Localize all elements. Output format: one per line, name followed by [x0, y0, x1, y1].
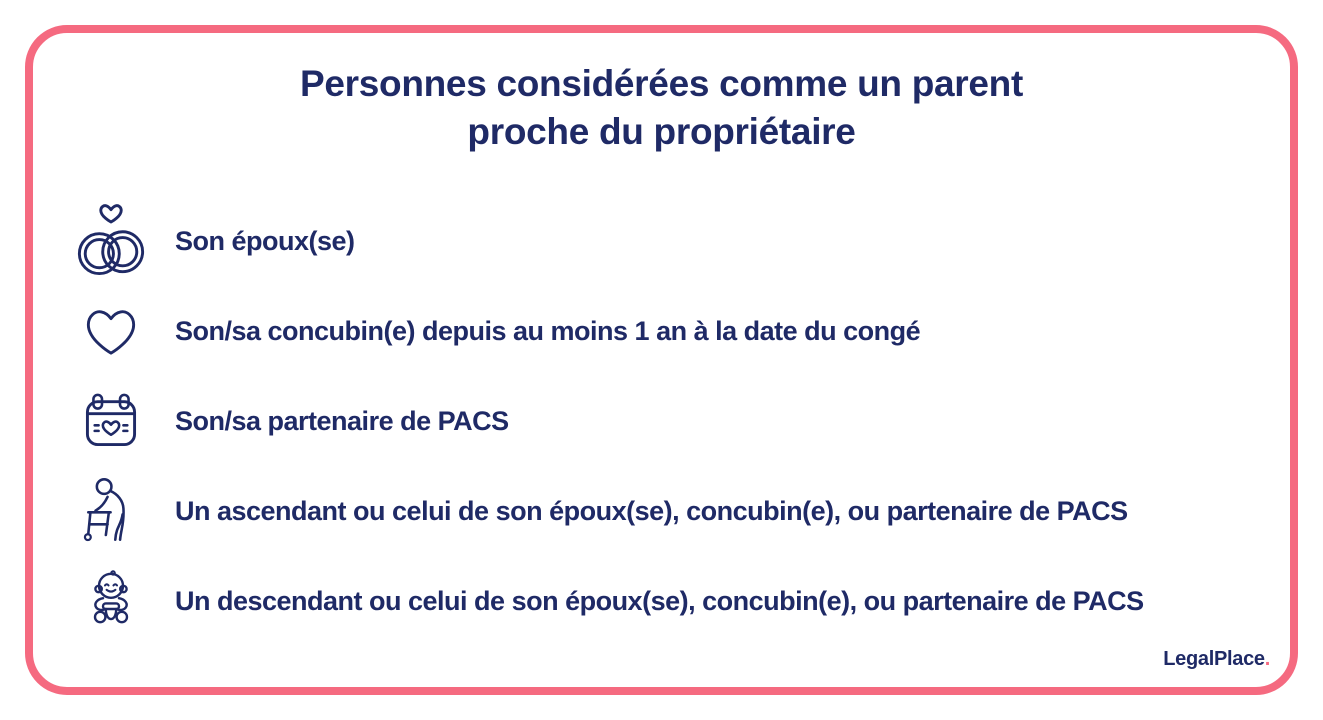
list-item-label: Un descendant ou celui de son époux(se), concubin(e), ou partenaire de PACS	[175, 585, 1144, 616]
calendar-heart-icon	[75, 379, 147, 463]
list-item	[75, 556, 1289, 646]
page-title-line-1: Personnes considérées comme un parent	[300, 63, 1023, 104]
list-item	[75, 196, 1289, 286]
baby-icon	[75, 559, 147, 643]
page-title-line-2: proche du propriétaire	[467, 111, 856, 152]
list-item-label: Son époux(se)	[175, 225, 355, 256]
wedding-rings-icon	[75, 199, 147, 283]
legalplace-logo-dot: .	[1264, 648, 1270, 670]
list-item	[75, 286, 1289, 376]
elderly-walker-icon	[75, 469, 147, 553]
relatives-list	[75, 196, 1289, 646]
list-item-label: Son/sa concubin(e) depuis au moins 1 an à la date du congé	[175, 315, 921, 346]
heart-icon	[75, 289, 147, 373]
list-item	[75, 466, 1289, 556]
list-item-label: Un ascendant ou celui de son époux(se), concubin(e), ou partenaire de PACS	[175, 495, 1128, 526]
page-title	[60, 60, 1263, 156]
list-item	[75, 376, 1289, 466]
legalplace-logo-text: LegalPlace	[1163, 648, 1265, 670]
list-item-label: Son/sa partenaire de PACS	[175, 405, 509, 436]
legalplace-logo	[1163, 648, 1270, 671]
